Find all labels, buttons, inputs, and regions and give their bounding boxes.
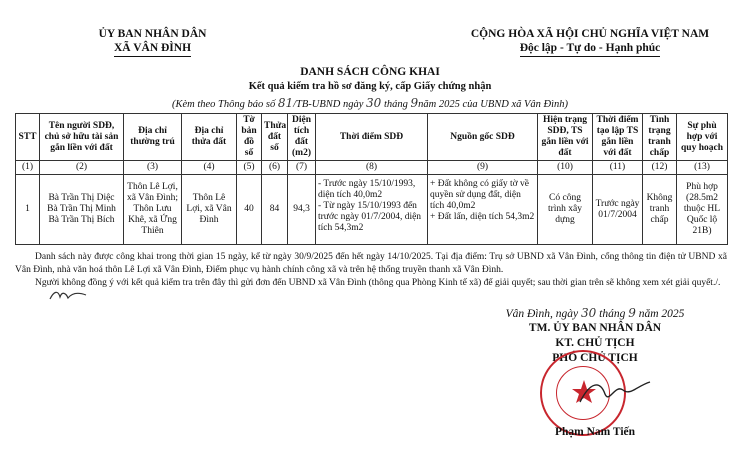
- notice-paragraph: Danh sách này được công khai trong thời gian 15 ngày, kể từ ngày 30/9/2025 đến hết ngày 14/10/2025. Tại địa điểm: Trụ sở UBND xã Vân Đình, cổng thông tin điện tử UBND xã Vân Đình, nhà văn hoá thôn Lê Lợi xã Vân Đình, Điểm phục vụ hành chính công xã và trên hệ thống truyền thanh xã Vân Đình.: [15, 252, 727, 275]
- col-number: (11): [593, 161, 643, 175]
- col-header: Thời điểm tạo lập TS gắn liền với đất: [593, 114, 643, 161]
- results-table: [15, 113, 728, 245]
- parcel-address: Thôn Lê Lợi, xã Vân Đình: [182, 175, 237, 245]
- col-header: Tình trạng tranh chấp: [643, 114, 677, 161]
- col-header: Sự phù hợp với quy hoạch: [677, 114, 728, 161]
- owner-names: [40, 175, 124, 245]
- owner-name: Bà Trần Thị Minh: [47, 204, 116, 214]
- col-number: (4): [182, 161, 237, 175]
- signer-title-1: TM. ỦY BAN NHÂN DÂN: [528, 322, 662, 334]
- owner-name: Bà Trần Thị Diệc: [48, 193, 115, 203]
- agency-header: [60, 27, 245, 57]
- land-area: 94,3: [288, 175, 316, 245]
- use-time-line: - Từ ngày 15/10/1993 đến trước ngày 01/7/2004, diện tích 54,3m2: [318, 201, 422, 233]
- col-header: Thửa đất số: [262, 114, 288, 161]
- col-number: (2): [40, 161, 124, 175]
- dispute-status: Không tranh chấp: [643, 175, 677, 245]
- col-header: Thời điểm SDĐ: [316, 114, 428, 161]
- reference-month: 9: [410, 96, 419, 110]
- col-header: STT: [16, 114, 40, 161]
- commune-name: XÃ VÂN ĐÌNH: [114, 41, 191, 57]
- national-motto: Độc lập - Tự do - Hạnh phúc: [520, 41, 661, 57]
- col-number: (1): [16, 161, 40, 175]
- col-header: Diện tích đất (m2): [288, 114, 316, 161]
- current-status: Có công trình xây dựng: [538, 175, 593, 245]
- land-use-time: [316, 175, 428, 245]
- origin-line: + Đất lấn, diện tích 54,3m2: [430, 212, 535, 222]
- col-number: (5): [237, 161, 262, 175]
- col-header: Hiện trạng SDĐ, TS gắn liền với đất: [538, 114, 593, 161]
- col-header: Địa chỉ thửa đất: [182, 114, 237, 161]
- reference-day: 30: [366, 96, 382, 110]
- col-number: (7): [288, 161, 316, 175]
- signer-title-3: PHÓ CHỦ TỊCH: [552, 352, 638, 364]
- owner-name: Bà Trần Thị Bích: [48, 215, 115, 225]
- planning-compliance: Phù hợp (28.5m2 thuộc HL Quốc lộ 21B): [677, 175, 728, 245]
- col-number: (13): [677, 161, 728, 175]
- origin-line: + Đất không có giấy tờ về quyền sử dụng đất, diện tích 40,0m2: [430, 179, 530, 211]
- col-header: Địa chỉ thường trú: [124, 114, 182, 161]
- col-number: (12): [643, 161, 677, 175]
- sign-date: Vân Đình, ngày 30 tháng 9 năm 2025: [505, 306, 685, 320]
- signer-name: Phạm Nam Tiến: [554, 426, 636, 438]
- document-reference: (Kèm theo Thông báo số 81/TB-UBND ngày 30 tháng 9năm 2025 của UBND xã Vân Đình): [171, 96, 569, 110]
- objection-paragraph: Người không đồng ý với kết quả kiểm tra trên đây thì gửi đơn đến UBND xã Vân Đình (thông qua Phòng Kinh tế xã) để giải quyết; sau thời gian trên sẽ không xem xét giải quyết./.: [35, 278, 721, 288]
- table-header-row: [16, 114, 728, 161]
- parcel-number: 84: [262, 175, 288, 245]
- col-header: Tên người SDĐ, chủ sở hữu tài sản gắn liền với đất: [40, 114, 124, 161]
- reference-number: 81: [277, 96, 294, 110]
- agency-name: ỦY BAN NHÂN DÂN: [98, 28, 207, 40]
- use-time-line: - Trước ngày 15/10/1993, diện tích 40,0m2: [318, 179, 416, 200]
- table-row: [16, 175, 728, 245]
- residence-address: Thôn Lê Lợi, xã Vân Đình; Thôn Lưu Khê, xã Ứng Thiên: [124, 175, 182, 245]
- national-header: [440, 27, 740, 57]
- col-number: (10): [538, 161, 593, 175]
- table-number-row: [16, 161, 728, 175]
- build-time: Trước ngày 01/7/2004: [593, 175, 643, 245]
- col-number: (8): [316, 161, 428, 175]
- signer-title-2: KT. CHỦ TỊCH: [555, 337, 635, 349]
- document-title: DANH SÁCH CÔNG KHAI: [300, 66, 440, 78]
- map-sheet-number: 40: [237, 175, 262, 245]
- col-header: Nguồn gốc SDĐ: [428, 114, 538, 161]
- handwritten-signature: [575, 372, 655, 412]
- col-number: (6): [262, 161, 288, 175]
- col-header: Tờ bản đồ số: [237, 114, 262, 161]
- land-origin: [428, 175, 538, 245]
- document-subtitle: Kết quả kiểm tra hồ sơ đăng ký, cấp Giấy chứng nhận: [248, 81, 492, 92]
- national-title: CỘNG HÒA XÃ HỘI CHỦ NGHĨA VIỆT NAM: [470, 28, 710, 40]
- col-number: (3): [124, 161, 182, 175]
- row-stt: 1: [16, 175, 40, 245]
- initials-signature: [48, 287, 88, 303]
- col-number: (9): [428, 161, 538, 175]
